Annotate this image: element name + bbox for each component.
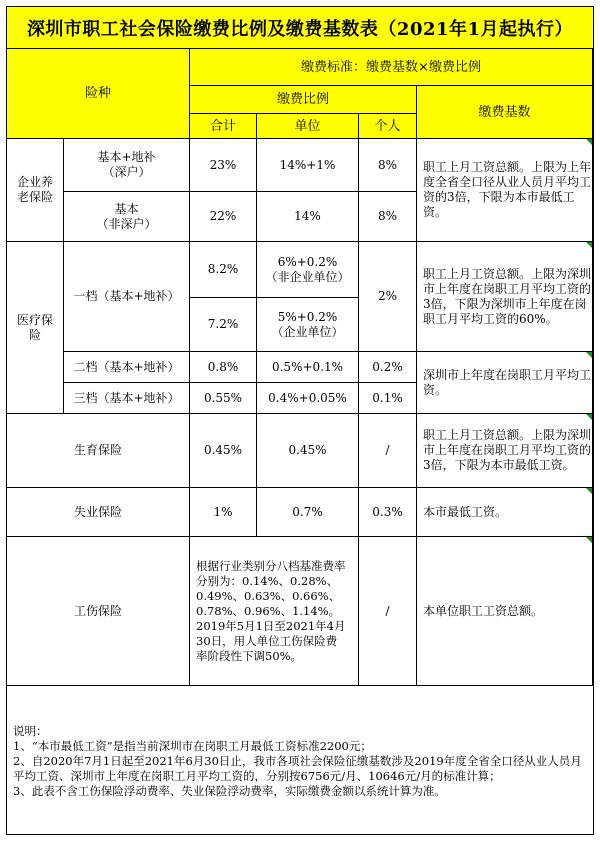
table-title: 深圳市职工社会保险缴费比例及缴费基数表（2021年1月起执行） [7,7,593,49]
pension-total-2: 22% [190,192,257,242]
maternity-individual: / [359,414,417,488]
pension-sub-2: 基本 （非深户） [64,192,190,242]
header-total: 合计 [190,114,257,139]
pension-employer-1: 14%+1% [257,139,359,192]
medical-tier3-total: 0.55% [190,383,257,414]
injury-label: 工伤保险 [7,537,190,686]
header-individual: 个人 [359,114,417,139]
maternity-base-text: 职工上月工资总额。上限为深圳市上年度在岗职工月平均工资的3倍，下限为本市最低工资。 [423,428,592,472]
pension-individual-1: 8% [359,139,417,192]
medical-tier1-label: 一档（基本+地补） [64,242,190,352]
medical-tier3-individual: 0.1% [359,383,417,414]
unemployment-individual: 0.3% [359,488,417,537]
pension-employer-2: 14% [257,192,359,242]
unemployment-total: 1% [190,488,257,537]
medical-tier1-total-2: 7.2% [190,298,257,352]
medical-tier1-base [417,242,593,352]
medical-tier23-base-text: 深圳市上年度在岗职工月平均工资。 [423,367,592,397]
comment-marker-icon [586,352,592,358]
comment-marker-icon [586,414,592,420]
medical-tier3-employer: 0.4%+0.05% [257,383,359,414]
comment-marker-icon [586,488,592,494]
header-standard: 缴费标准：缴费基数×缴费比例 [190,49,593,86]
medical-tier2-employer: 0.5%+0.1% [257,352,359,383]
note-item-3: 3、此表不含工伤保险浮动费率、失业保险浮动费率，实际缴费金额以系统计算为准。 [13,784,446,798]
unemployment-base [417,488,593,537]
medical-tier1-total-1: 8.2% [190,242,257,298]
comment-marker-icon [586,139,592,145]
medical-tier23-base [417,352,593,414]
medical-tier1-employer-2: 5%+0.2% （企业单位） [257,298,359,352]
pension-sub-1: 基本+地补 （深户） [64,139,190,192]
medical-tier3-label: 三档（基本+地补） [64,383,190,414]
header-insurance-type: 险种 [7,49,190,139]
pension-total-1: 23% [190,139,257,192]
maternity-employer: 0.45% [257,414,359,488]
notes-section [7,716,593,834]
unemployment-base-text: 本市最低工资。 [423,504,508,519]
unemployment-label: 失业保险 [7,488,190,537]
injury-base [417,537,593,686]
injury-individual: / [359,537,417,686]
note-item-2: 2、自2020年7月1日起至2021年6月30日止，我市各项社会保险征缴基数涉及2019年度全省全口径从业人员月平均工资、深圳市上年度在岗职工月平均工资的，分别按6756元/月、10646元/月的标准计算； [13,754,582,783]
note-item-1: 1、“本市最低工资”是指当前深圳市在岗职工月最低工资标准2200元； [13,739,372,753]
medical-tier2-total: 0.8% [190,352,257,383]
comment-marker-icon [586,537,592,543]
medical-tier1-individual: 2% [359,242,417,352]
header-ratio: 缴费比例 [190,86,417,114]
header-employer: 单位 [257,114,359,139]
notes-heading: 说明： [13,724,48,738]
pension-base-text: 职工上月工资总额。上限为上年度全省全口径从业人员月平均工资的3倍，下限为本市最低工资。 [423,160,592,219]
maternity-label: 生育保险 [7,414,190,488]
medical-tier2-label: 二档（基本+地补） [64,352,190,383]
medical-tier1-base-text: 职工上月工资总额。上限为深圳市上年度在岗职工月平均工资的3倍，下限为深圳市上年度在岗职工月平均工资的60%。 [423,266,592,326]
header-base: 缴费基数 [417,86,593,139]
medical-tier1-employer-1: 6%+0.2% （非企业单位） [257,242,359,298]
maternity-total: 0.45% [190,414,257,488]
insurance-table [6,6,594,835]
pension-individual-2: 8% [359,192,417,242]
injury-ratio: 根据行业类别分八档基准费率分别为：0.14%、0.28%、0.49%、0.63%、0.66%、0.78%、0.96%、1.14%。 2019年5月1日至2021年4月30日，用人单位工伤保险费率阶段性下调50%。 [190,537,359,686]
medical-label: 医疗保 险 [7,242,64,414]
pension-base [417,139,593,242]
maternity-base [417,414,593,488]
comment-marker-icon [586,242,592,248]
medical-tier2-individual: 0.2% [359,352,417,383]
injury-base-text: 本单位职工工资总额。 [423,603,544,618]
pension-label: 企业养 老保险 [7,139,64,242]
unemployment-employer: 0.7% [257,488,359,537]
